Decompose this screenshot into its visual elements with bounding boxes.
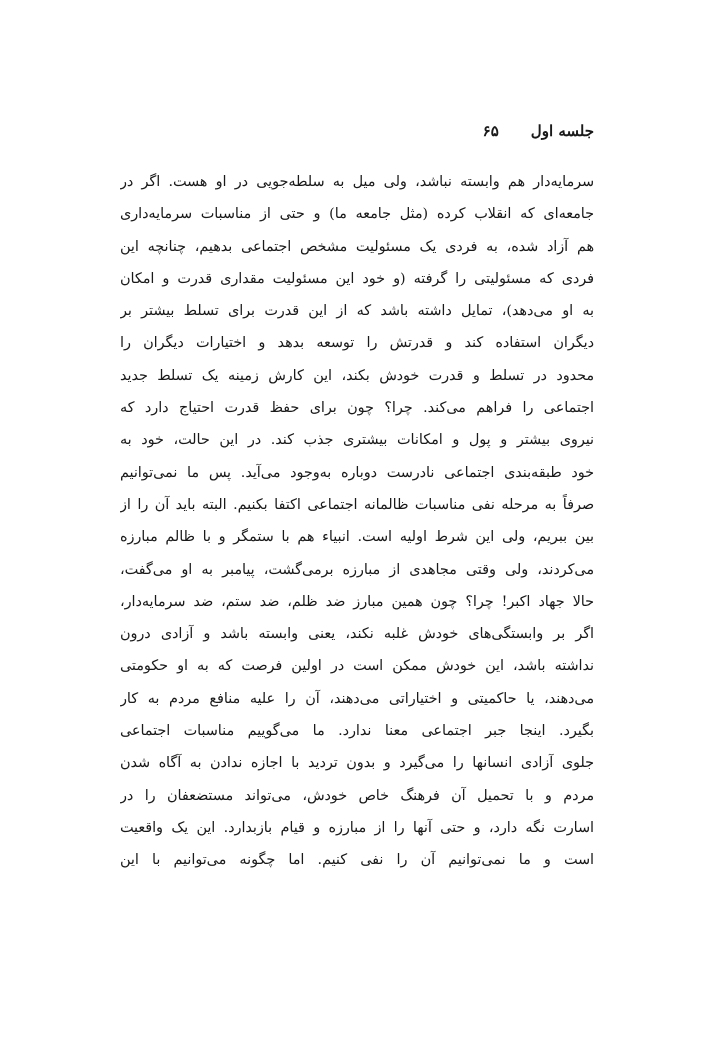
page-number: ۶۵ <box>482 122 499 140</box>
text-line: می‌کردند، ولی وقتی مجاهدی از مبارزه برمی‌گشت، پیامبر به او می‌گفت، <box>120 561 594 578</box>
text-line: صرفاً به مرحله نفی مناسبات ظالمانه اجتماعی اکتفا بکنیم. البته باید آن را از <box>120 496 594 513</box>
text-line: خود طبقه‌بندی اجتماعی نادرست دوباره به‌وجود می‌آید. پس ما نمی‌توانیم <box>120 464 594 481</box>
running-header <box>120 122 594 146</box>
text-line: است و ما نمی‌توانیم آن را نفی کنیم. اما چگونه می‌توانیم با این <box>120 852 594 869</box>
text-line: جلوی آزادی انسانها را می‌گیرد و بدون تردید با اجازه ندادن به آگاه شدن <box>120 755 594 772</box>
text-line: محدود در تسلط و قدرت خودش بکند، این کارش زمینه یک تسلط جدید <box>120 367 594 384</box>
text-line: سرمایه‌دار هم وابسته نباشد، ولی میل به سلطه‌جویی در او هست. اگر در <box>120 174 594 190</box>
text-line: به او می‌دهد)، تمایل داشته باشد که از این قدرت برای تسلط بیشتر بر <box>120 303 594 320</box>
text-line: حالا جهاد اکبر! چرا؟ چون همین مبارز ضد ظلم، ضد ستم، ضد سرمایه‌دار، <box>120 593 594 610</box>
text-line: جامعه‌ای که انقلاب کرده (مثل جامعه ما) و حتی از مناسبات سرمایه‌داری <box>120 206 594 223</box>
body-paragraph <box>120 166 594 877</box>
chapter-title: جلسه اول <box>530 122 594 140</box>
text-line: اسارت نگه دارد، و حتی آنها را از مبارزه و قیام بازبدارد. این یک واقعیت <box>120 819 594 836</box>
text-line: بگیرد. اینجا جبر اجتماعی معنا ندارد. ما می‌گوییم مناسبات اجتماعی <box>120 723 594 740</box>
text-line: اجتماعی را فراهم می‌کند. چرا؟ چون برای حفظ قدرت احتیاج دارد که <box>120 400 594 417</box>
text-line: اگر بر وابستگی‌های خودش غلبه نکند، یعنی وابسته باشد و آزادی درون <box>120 626 594 643</box>
text-line: فردی که مسئولیتی را گرفته (و خود این مسئولیت مقداری قدرت و امکان <box>120 270 594 287</box>
text-line: هم آزاد شده، به فردی یک مسئولیت مشخص اجتماعی بدهیم، چنانچه این <box>120 238 594 255</box>
text-line: نیروی بیشتر و پول و امکانات بیشتری جذب کند. در این حالت، خود به <box>120 432 594 449</box>
text-line: بین ببریم، ولی این شرط اولیه است. انبیاء هم با ستمگر و با ظالم مبارزه <box>120 529 594 546</box>
text-line: می‌دهند، یا حاکمیتی و اختیاراتی می‌دهند، آن را علیه منافع مردم به کار <box>120 690 594 707</box>
text-line: نداشته باشد، این خودش ممکن است در اولین فرصت که به او حکومتی <box>120 658 594 675</box>
text-line: دیگران استفاده کند و قدرتش را توسعه بدهد و اختیارات دیگران را <box>120 335 594 352</box>
text-line: مردم و با تحمیل آن فرهنگ خاص خودش، می‌تواند مستضعفان را در <box>120 787 594 804</box>
